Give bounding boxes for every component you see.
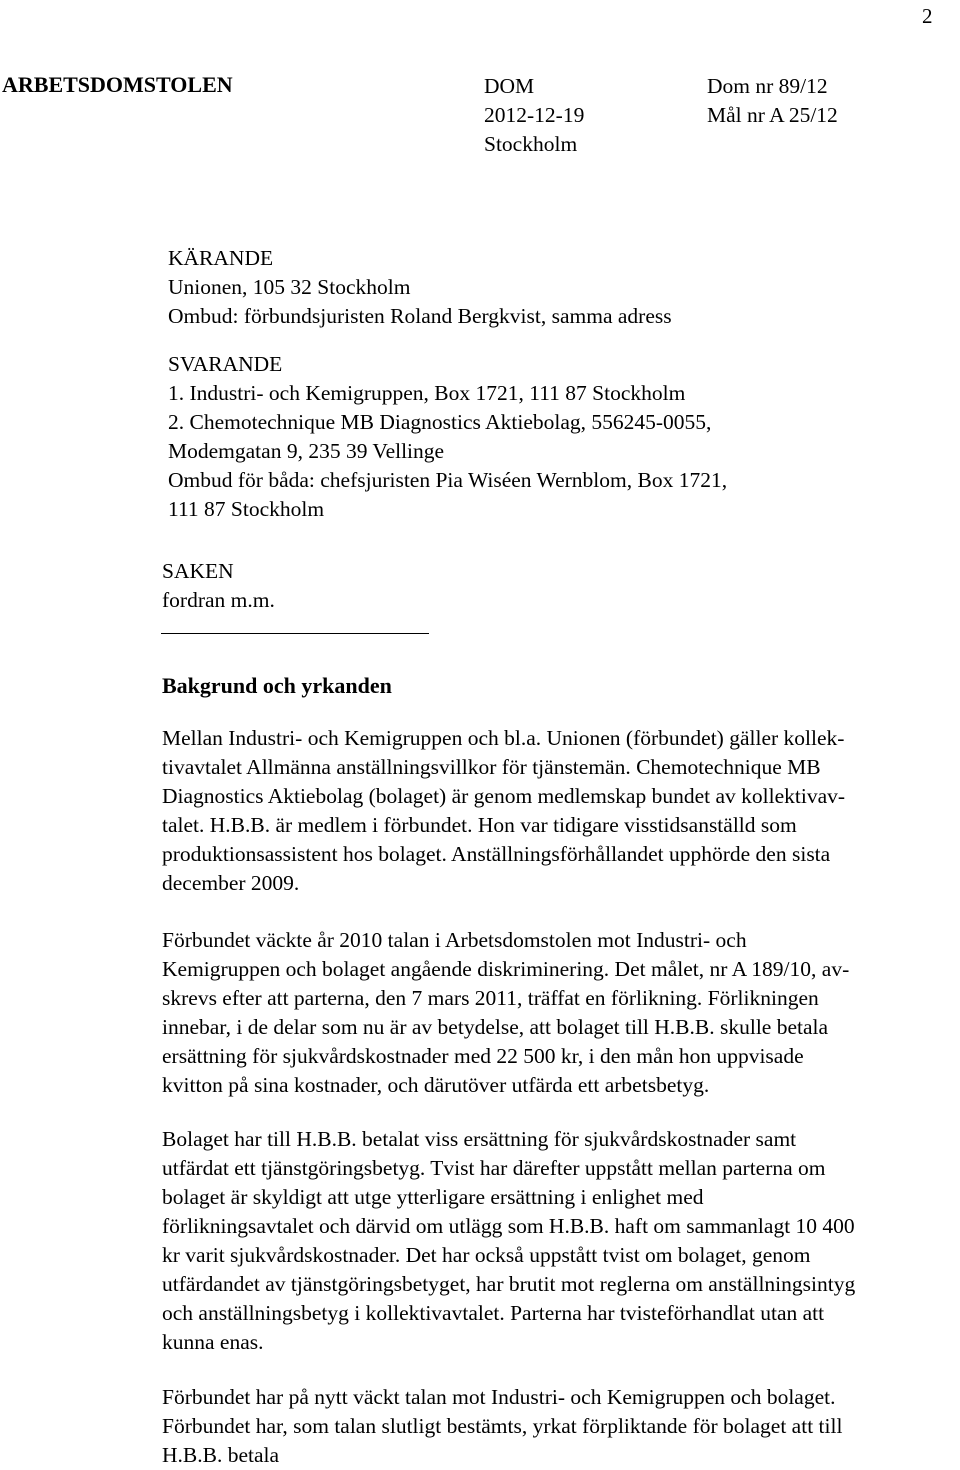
- defendant-label: SVARANDE: [168, 352, 283, 376]
- paragraph-line: H.B.B. betala: [162, 1443, 280, 1467]
- judgment-number: Dom nr 89/12: [707, 74, 828, 98]
- paragraph: [162, 1125, 960, 1357]
- defendant-line: 1. Industri- och Kemigruppen, Box 1721, 111 87 Stockholm: [168, 381, 686, 405]
- paragraph-line: Diagnostics Aktiebolag (bolaget) är genom medlemskap bundet av kollektivav-: [162, 784, 846, 808]
- plaintiff-label: KÄRANDE: [168, 246, 274, 270]
- paragraph-line: kunna enas.: [162, 1330, 264, 1354]
- defendant-line: 111 87 Stockholm: [168, 497, 325, 521]
- paragraph-line: produktionsassistent hos bolaget. Anställningsförhållandet upphörde den sista: [162, 842, 831, 866]
- plaintiff-line: Unionen, 105 32 Stockholm: [168, 275, 411, 299]
- paragraph-line: Förbundet har, som talan slutligt bestämts, yrkat förpliktande för bolaget att till: [162, 1414, 843, 1438]
- paragraph-line: Bolaget har till H.B.B. betalat viss ersättning för sjukvårdskostnader samt: [162, 1127, 797, 1151]
- paragraph-line: bolaget är skyldigt att utge ytterligare ersättning i enlighet med: [162, 1185, 704, 1209]
- section-heading: Bakgrund och yrkanden: [162, 673, 392, 698]
- paragraph-line: kr varit sjukvårdskostnader. Det har också uppstått tvist om bolaget, genom: [162, 1243, 811, 1267]
- matter-value: fordran m.m.: [162, 588, 275, 612]
- paragraph-line: utfärdandet av tjänstgöringsbetyget, har brutit mot reglerna om anställningsintyg: [162, 1272, 856, 1296]
- paragraph: [162, 1383, 960, 1470]
- document-type: DOM: [484, 74, 535, 98]
- paragraph-line: tivavtalet Allmänna anställningsvillkor för tjänstemän. Chemotechnique MB: [162, 755, 821, 779]
- judgment-meta-left: [484, 72, 584, 159]
- judgment-meta-right: [707, 72, 838, 130]
- paragraph-line: kvitton på sina kostnader, och därutöver utfärda ett arbetsbetyg.: [162, 1073, 710, 1097]
- parties-block: [168, 244, 727, 524]
- paragraph: [162, 926, 960, 1100]
- paragraph-line: Kemigruppen och bolaget angående diskriminering. Det målet, nr A 189/10, av-: [162, 957, 850, 981]
- paragraph-line: Mellan Industri- och Kemigruppen och bl.a. Unionen (förbundet) gäller kollek-: [162, 726, 845, 750]
- paragraph-line: förlikningsavtalet och därvid om utlägg som H.B.B. haft om sammanlagt 10 400: [162, 1214, 855, 1238]
- matter-block: [162, 557, 275, 615]
- paragraph-line: innebar, i de delar som nu är av betydelse, att bolaget till H.B.B. skulle betala: [162, 1015, 829, 1039]
- paragraph-line: Förbundet väckte år 2010 talan i Arbetsdomstolen mot Industri- och: [162, 928, 747, 952]
- paragraph-line: ersättning för sjukvårdskostnader med 22 500 kr, i den mån hon uppvisade: [162, 1044, 804, 1068]
- judgment-date: 2012-12-19: [484, 103, 585, 127]
- case-number: Mål nr A 25/12: [707, 103, 838, 127]
- page-number: 2: [922, 4, 933, 28]
- paragraph-line: december 2009.: [162, 871, 300, 895]
- defendant-line: Modemgatan 9, 235 39 Vellinge: [168, 439, 445, 463]
- paragraph: [162, 724, 960, 898]
- defendant-line: 2. Chemotechnique MB Diagnostics Aktiebolag, 556245-0055,: [168, 410, 712, 434]
- paragraph-line: skrevs efter att parterna, den 7 mars 2011, träffat en förlikning. Förlikningen: [162, 986, 819, 1010]
- defendant-line: Ombud för båda: chefsjuristen Pia Wiséen Wernblom, Box 1721,: [168, 468, 728, 492]
- paragraph-line: och anställningsbetyg i kollektivavtalet. Parterna har tvisteförhandlat utan att: [162, 1301, 825, 1325]
- paragraph-line: utfärdat ett tjänstgöringsbetyg. Tvist har därefter uppstått mellan parterna om: [162, 1156, 826, 1180]
- plaintiff-line: Ombud: förbundsjuristen Roland Bergkvist, samma adress: [168, 304, 672, 328]
- section-divider: [161, 633, 429, 634]
- paragraph-line: talet. H.B.B. är medlem i förbundet. Hon var tidigare visstidsanställd som: [162, 813, 797, 837]
- matter-label: SAKEN: [162, 559, 234, 583]
- paragraph-line: Förbundet har på nytt väckt talan mot Industri- och Kemigruppen och bolaget.: [162, 1385, 836, 1409]
- court-name: ARBETSDOMSTOLEN: [2, 72, 233, 97]
- judgment-place: Stockholm: [484, 132, 578, 156]
